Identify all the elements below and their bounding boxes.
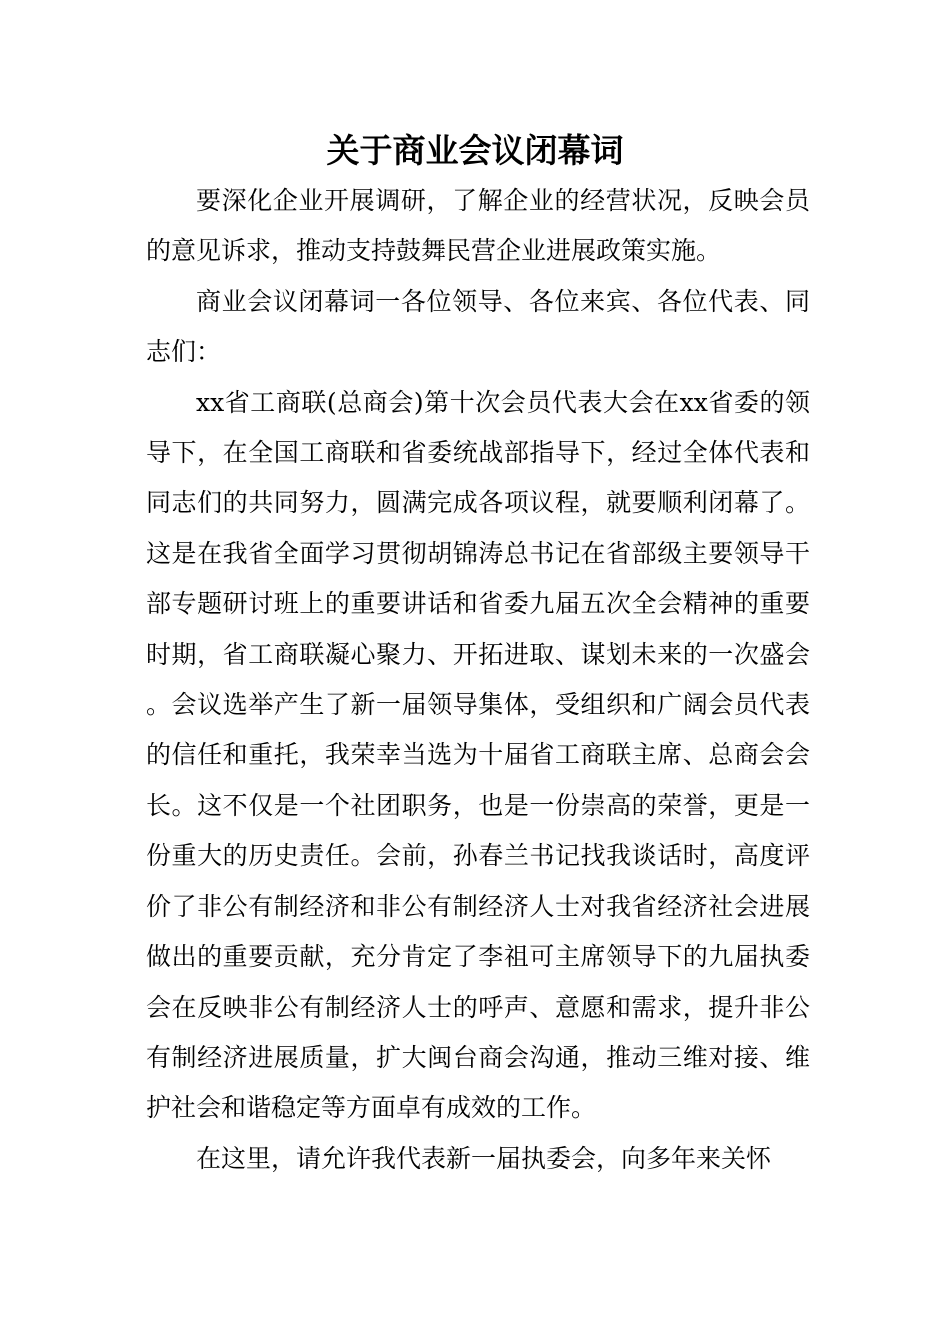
paragraph-2: 商业会议闭幕词一各位领导、各位来宾、各位代表、同志们： [146, 286, 810, 367]
paragraph-3: xx省工商联(总商会)第十次会员代表大会在xx省委的领导下，在全国工商联和省委统战部指导下，经过全体代表和同志们的共同努力，圆满完成各项议程，就要顺利闭幕了。这是在我省全面学习贯彻胡锦涛总书记在省部级主要领导干部专题研讨班上的重要讲话和省委九届五次全会精神的重要时期，省工商联凝心聚力、开拓进取、谋划未来的一次盛会。会议选举产生了新一届领导集体，受组织和广阔会员代表的信任和重托，我荣幸当选为十届省工商联主席、总商会会长。这不仅是一个社团职务，也是一份崇高的荣誉，更是一份重大的历史责任。会前，孙春兰书记找我谈话时，高度评价了非公有制经济和非公有制经济人士对我省经济社会进展做出的重要贡献，充分肯定了李祖可主席领导下的九届执委会在反映非公有制经济人士的呼声、意愿和需求，提升非公有制经济进展质量，扩大闽台商会沟通，推动三维对接、维护社会和谐稳定等方面卓有成效的工作。 [146, 387, 810, 1123]
paragraph-1: 要深化企业开展调研，了解企业的经营状况，反映会员的意见诉求，推动支持鼓舞民营企业进展政策实施。 [146, 186, 810, 266]
document-body [146, 176, 810, 1184]
document-title: 关于商业会议闭幕词 [326, 131, 624, 170]
paragraph-4: 在这里，请允许我代表新一届执委会，向多年来关怀 [196, 1143, 772, 1173]
